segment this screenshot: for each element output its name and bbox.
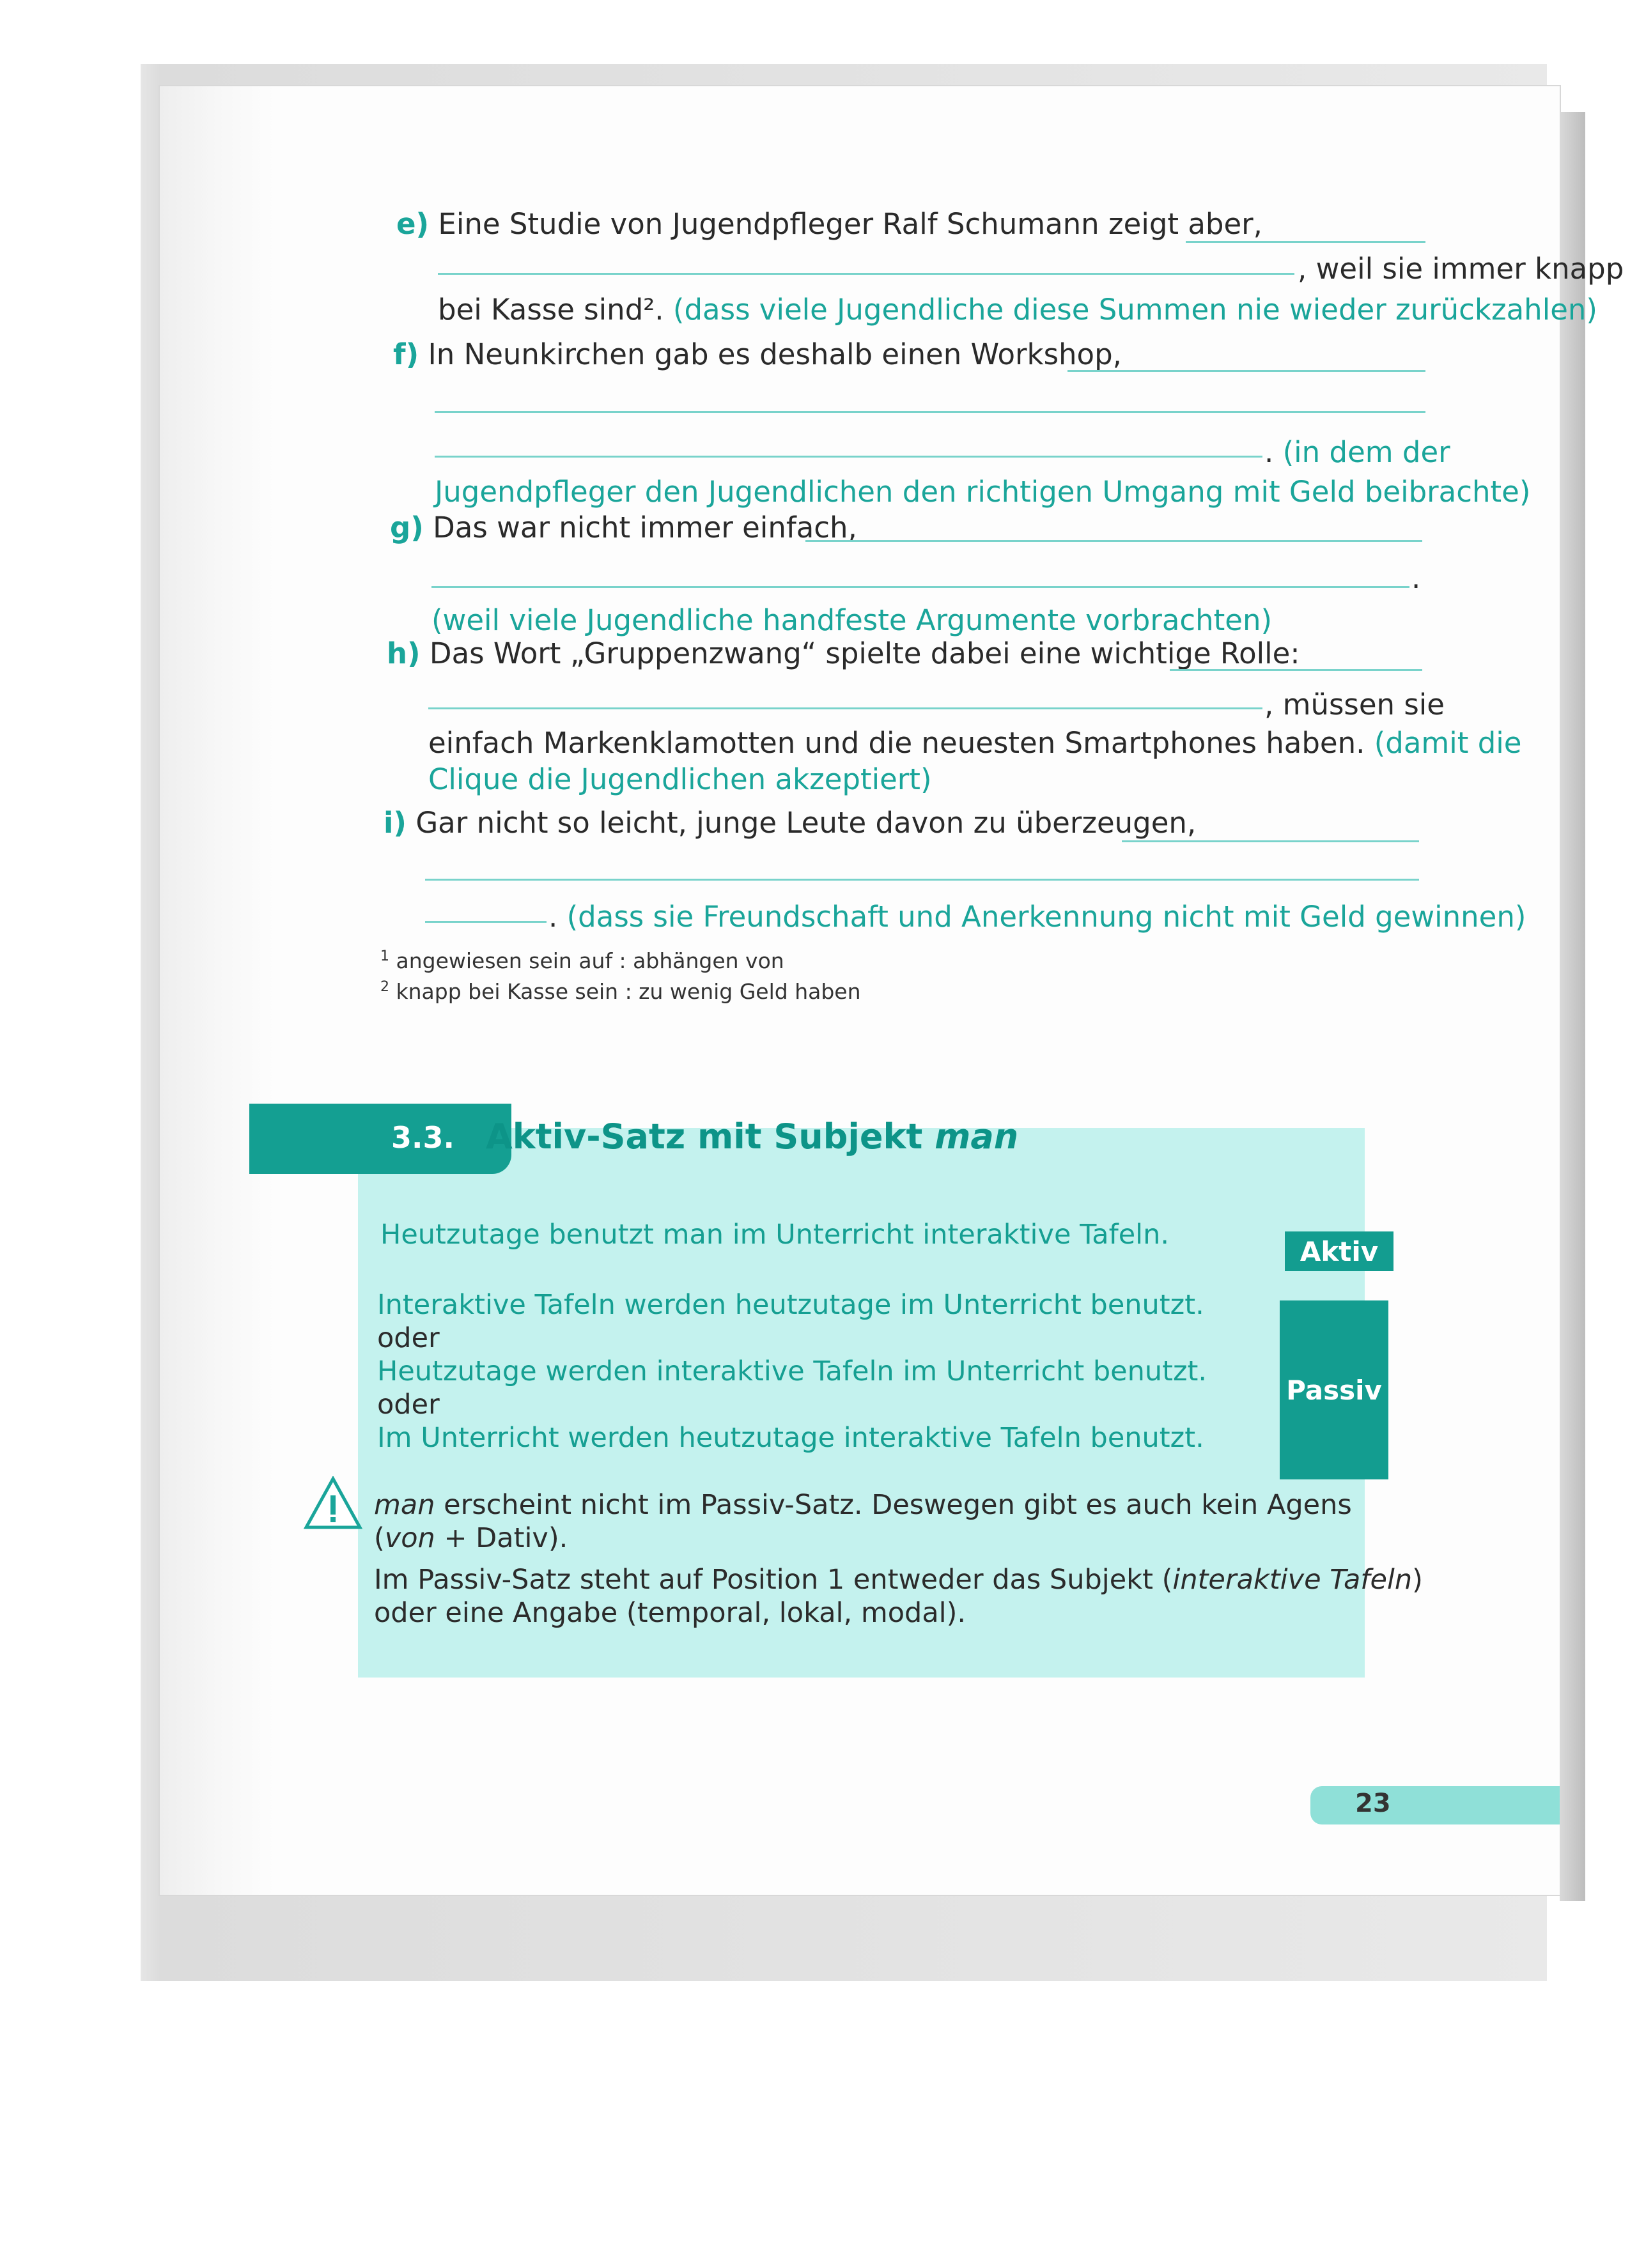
- exercise-text: .: [1264, 435, 1274, 469]
- answer-blank[interactable]: [431, 586, 1409, 588]
- note-text: + Dativ).: [435, 1522, 568, 1554]
- passiv-badge: Passiv: [1280, 1300, 1388, 1479]
- section-title: [486, 1116, 1018, 1157]
- exercise-i-line-1: [384, 805, 1196, 841]
- exercise-hint: (dass viele Jugendliche diese Summen nie wieder zurückzahlen): [672, 293, 1597, 327]
- note-line-4: oder eine Angabe (temporal, lokal, modal).: [374, 1597, 966, 1629]
- exercise-label: f): [393, 337, 419, 371]
- answer-blank[interactable]: [1122, 840, 1419, 842]
- exercise-f-line-3: [435, 474, 1530, 510]
- exercise-e-line-2: [1298, 251, 1624, 287]
- exercise-label: h): [387, 636, 421, 670]
- exercise-h-line-3: [428, 725, 1521, 761]
- note-line-1: [374, 1488, 1352, 1522]
- footnote-1: [380, 943, 784, 975]
- exercise-text: .: [1411, 561, 1421, 595]
- note-line-3: [374, 1562, 1423, 1597]
- aktiv-sentence: Heutzutage benutzt man im Unterricht interaktive Tafeln.: [380, 1219, 1170, 1251]
- exercise-text: , müssen sie: [1264, 688, 1445, 721]
- note-italic: interaktive Tafeln: [1172, 1564, 1413, 1596]
- note-italic: man: [374, 1489, 435, 1521]
- exercise-h-line-1: [387, 636, 1300, 672]
- page-number: 23: [1355, 1789, 1391, 1818]
- warning-icon: [304, 1476, 362, 1530]
- page-edge: [1560, 112, 1585, 1901]
- answer-blank[interactable]: [425, 921, 547, 923]
- aktiv-badge: Aktiv: [1285, 1231, 1393, 1271]
- answer-blank[interactable]: [425, 879, 1419, 881]
- exercise-text: Das war nicht immer einfach,: [433, 511, 857, 544]
- exercise-i-line-2: [548, 899, 1526, 935]
- exercise-e-line-1: [396, 206, 1262, 242]
- answer-blank[interactable]: [435, 456, 1262, 458]
- footnote-mark: 2: [380, 979, 389, 995]
- answer-blank[interactable]: [428, 707, 1262, 709]
- exercise-text: einfach Markenklamotten und die neuesten Smartphones haben.: [428, 726, 1365, 760]
- exercise-g-line-3: [431, 603, 1272, 638]
- exercise-e-line-3: [438, 292, 1597, 328]
- exercise-text: .: [548, 900, 558, 934]
- note-text: (: [374, 1522, 385, 1554]
- exercise-text: , weil sie immer knapp: [1298, 252, 1624, 286]
- footnote-text: knapp bei Kasse sein : zu wenig Geld haben: [396, 979, 861, 1004]
- passiv-sentence-3: Im Unterricht werden heutzutage interaktive Tafeln benutzt.: [377, 1422, 1204, 1454]
- oder-1: oder: [377, 1322, 440, 1354]
- exercise-g-line-2: [1411, 560, 1420, 596]
- answer-blank[interactable]: [435, 411, 1425, 413]
- section-tab: [249, 1104, 511, 1174]
- oder-2: oder: [377, 1389, 440, 1421]
- exercise-hint: Clique die Jugendlichen akzeptiert): [428, 762, 932, 796]
- exercise-text: Das Wort „Gruppenzwang“ spielte dabei eine wichtige Rolle:: [429, 636, 1300, 670]
- note-line-2: [374, 1521, 568, 1555]
- exercise-h-line-2: [1264, 687, 1445, 723]
- exercise-f-line-2: [1264, 435, 1450, 470]
- exercise-hint: Jugendpfleger den Jugendlichen den richtigen Umgang mit Geld beibrachte): [435, 475, 1531, 509]
- passiv-sentence-2: Heutzutage werden interaktive Tafeln im Unterricht benutzt.: [377, 1355, 1207, 1387]
- section-title-italic: man: [935, 1116, 1019, 1157]
- note-italic: von: [384, 1522, 435, 1554]
- note-text: erscheint nicht im Passiv-Satz. Deswegen gibt es auch kein Agens: [435, 1489, 1352, 1521]
- answer-blank[interactable]: [1186, 241, 1425, 243]
- note-text: Im Passiv-Satz steht auf Position 1 entweder das Subjekt (: [374, 1564, 1173, 1596]
- answer-blank[interactable]: [805, 540, 1422, 542]
- section-number: 3.3.: [391, 1120, 454, 1155]
- exercise-label: e): [396, 207, 430, 241]
- exercise-text: In Neunkirchen gab es deshalb einen Workshop,: [428, 337, 1122, 371]
- exercise-text: bei Kasse sind².: [438, 293, 664, 327]
- section-title-text: Aktiv-Satz mit Subjekt: [486, 1116, 923, 1157]
- page-content: [160, 86, 1624, 1895]
- answer-blank[interactable]: [1067, 370, 1425, 372]
- exercise-label: g): [390, 511, 424, 544]
- exercise-g-line-1: [390, 510, 857, 546]
- exercise-hint: (dass sie Freundschaft und Anerkennung nicht mit Geld gewinnen): [566, 900, 1526, 934]
- exercise-hint: (weil viele Jugendliche handfeste Argumente vorbrachten): [431, 603, 1273, 637]
- page-number-bar: [1310, 1786, 1560, 1824]
- note-text: ): [1412, 1564, 1423, 1596]
- exercise-f-line-1: [393, 337, 1122, 373]
- footnote-mark: 1: [380, 948, 389, 964]
- answer-blank[interactable]: [1170, 669, 1422, 671]
- footnote-text: angewiesen sein auf : abhängen von: [396, 948, 784, 973]
- book-page: [160, 86, 1624, 1895]
- exercise-hint: (in dem der: [1282, 435, 1450, 469]
- passiv-sentence-1: Interaktive Tafeln werden heutzutage im Unterricht benutzt.: [377, 1289, 1204, 1321]
- exercise-text: Gar nicht so leicht, junge Leute davon zu überzeugen,: [415, 806, 1197, 840]
- exercise-text: Eine Studie von Jugendpfleger Ralf Schumann zeigt aber,: [438, 207, 1262, 241]
- footnote-2: [380, 973, 861, 1006]
- exercise-h-line-4: [428, 762, 932, 798]
- answer-blank[interactable]: [438, 273, 1294, 275]
- exercise-hint: (damit die: [1374, 726, 1522, 760]
- exercise-label: i): [384, 806, 407, 840]
